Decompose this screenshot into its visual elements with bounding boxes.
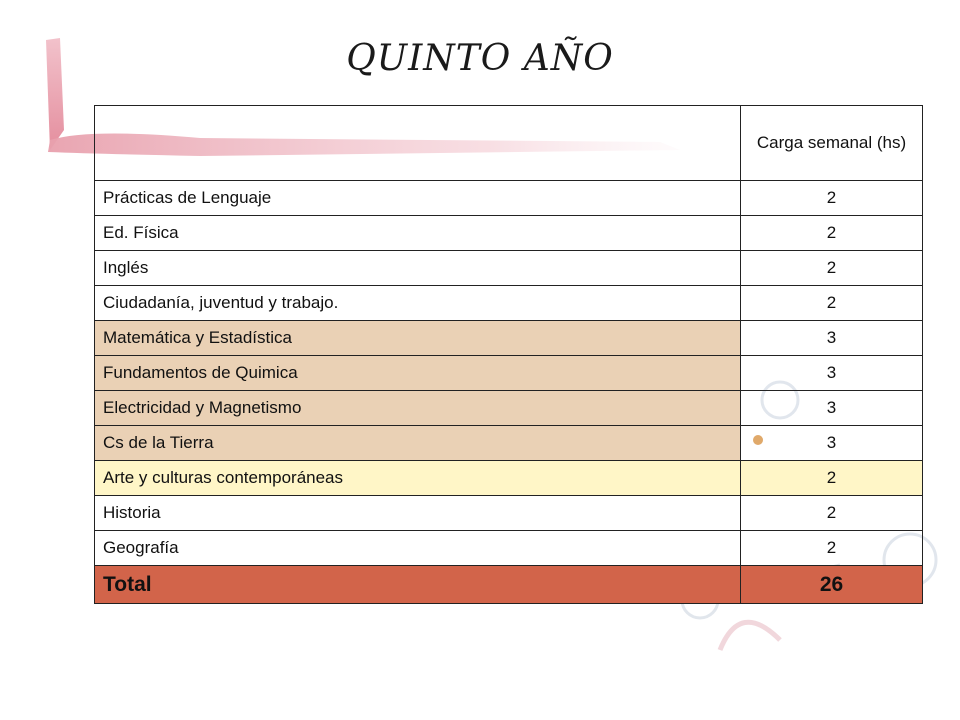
subject-cell: Historia [95, 496, 741, 531]
subject-cell: Ed. Física [95, 216, 741, 251]
table-row [95, 356, 923, 391]
table-header-row [95, 106, 923, 181]
table-row [95, 531, 923, 566]
page-title: QUINTO AÑO [346, 38, 614, 79]
schedule-table [94, 105, 923, 604]
total-hours-cell: 26 [741, 566, 923, 604]
hours-cell: 2 [741, 531, 923, 566]
subject-cell: Cs de la Tierra [95, 426, 741, 461]
hours-cell: 2 [741, 461, 923, 496]
subject-cell: Prácticas de Lenguaje [95, 181, 741, 216]
subject-cell: Inglés [95, 251, 741, 286]
subject-cell: Ciudadanía, juventud y trabajo. [95, 286, 741, 321]
subject-cell: Geografía [95, 531, 741, 566]
table-row [95, 391, 923, 426]
subject-cell: Fundamentos de Quimica [95, 356, 741, 391]
total-row [95, 566, 923, 604]
hours-cell: 3 [741, 426, 923, 461]
table-row [95, 251, 923, 286]
hours-cell: 2 [741, 181, 923, 216]
table-row [95, 426, 923, 461]
table-row [95, 496, 923, 531]
hours-cell: 3 [741, 356, 923, 391]
header-subject-cell [95, 106, 741, 181]
table-row [95, 286, 923, 321]
table-row [95, 216, 923, 251]
total-label-cell: Total [95, 566, 741, 604]
hours-cell: 2 [741, 251, 923, 286]
subject-cell: Matemática y Estadística [95, 321, 741, 356]
table-row [95, 461, 923, 496]
subject-cell: Arte y culturas contemporáneas [95, 461, 741, 496]
subject-cell: Electricidad y Magnetismo [95, 391, 741, 426]
table-row [95, 181, 923, 216]
table-row [95, 321, 923, 356]
header-hours-cell: Carga semanal (hs) [741, 106, 923, 181]
hours-cell: 2 [741, 496, 923, 531]
hours-cell: 2 [741, 216, 923, 251]
hours-cell: 2 [741, 286, 923, 321]
hours-cell: 3 [741, 321, 923, 356]
hours-cell: 3 [741, 391, 923, 426]
